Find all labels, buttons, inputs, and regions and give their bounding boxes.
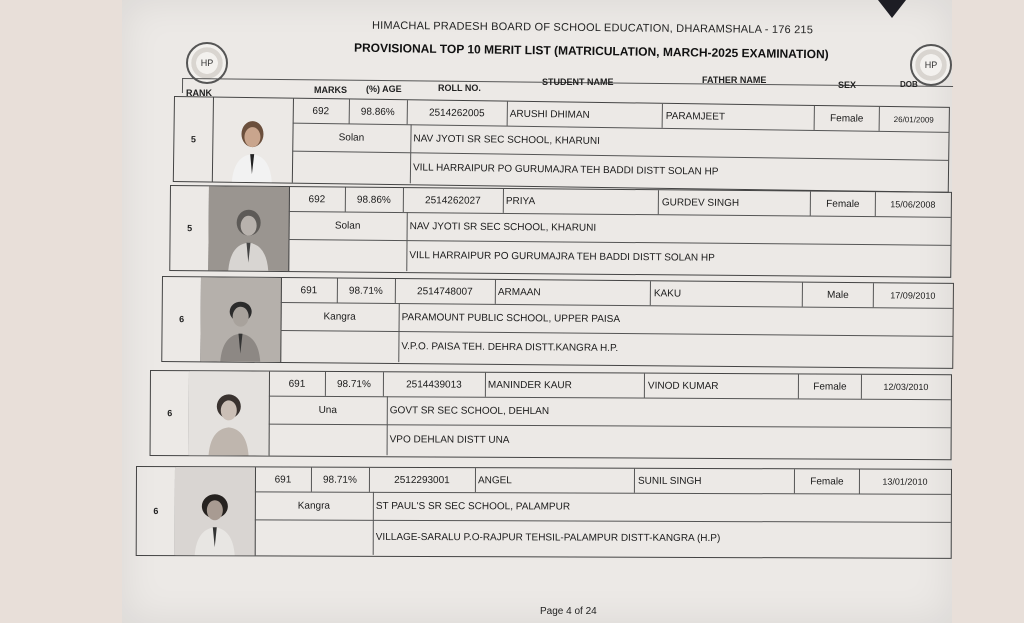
student-photo [189, 371, 270, 455]
student-name-cell: MANINDER KAUR [485, 373, 645, 398]
rank-cell: 6 [162, 277, 202, 361]
father-name-cell: SUNIL SINGH [635, 469, 795, 494]
roll-cell: 2512293001 [369, 468, 476, 492]
district-cell: Kangra [281, 302, 400, 331]
student-name-cell: ANGEL [475, 468, 635, 493]
student-photo [200, 277, 282, 362]
sex-cell: Male [803, 283, 874, 308]
student-portrait-icon [226, 206, 271, 270]
dob-cell: 26/01/2009 [893, 114, 934, 125]
school-cell: ST PAUL'S SR SEC SCHOOL, PALAMPUR [375, 500, 571, 513]
school-cell: PARAMOUNT PUBLIC SCHOOL, UPPER PAISA [401, 311, 621, 325]
col-sex: SEX [838, 80, 857, 90]
district-cell: Solan [292, 123, 411, 153]
dob-cell: 17/09/2010 [890, 290, 936, 301]
sex-cell: Female [799, 374, 862, 398]
col-age: (%) AGE [366, 84, 402, 94]
student-photo [212, 98, 294, 183]
roll-cell: 2514262005 [407, 100, 508, 125]
percent-cell: 98.71% [337, 279, 396, 304]
student-portrait-icon [218, 297, 263, 361]
father-name-cell: VINOD KUMAR [645, 374, 799, 399]
student-portrait-icon [207, 391, 251, 455]
col-dob: DOB [900, 80, 918, 89]
address-cell: VILL HARRAIPUR PO GURUMAJRA TEH BADDI DISTT SOLAN HP [409, 250, 715, 264]
roll-cell: 2514262027 [403, 188, 504, 213]
marks-cell: 692 [289, 187, 346, 211]
father-name-cell: KAKU [651, 281, 803, 306]
dob-cell: 13/01/2010 [882, 476, 928, 487]
student-photo [175, 467, 256, 555]
merit-record [150, 370, 952, 460]
student-name-cell: ARUSHI DHIMAN [507, 102, 663, 128]
school-cell: GOVT SR SEC SCHOOL, DEHLAN [389, 404, 550, 417]
student-name-cell: PRIYA [503, 189, 659, 214]
rank-cell: 6 [137, 467, 176, 555]
marks-cell: 691 [269, 372, 326, 396]
marks-cell: 691 [281, 278, 338, 302]
address-cell: VILL HARRAIPUR PO GURUMAJRA TEH BADDI DISTT SOLAN HP [412, 162, 719, 178]
address-cell: VPO DEHLAN DISTT UNA [389, 434, 510, 446]
district-cell: Una [269, 396, 388, 425]
address-cell: V.P.O. PAISA TEH. DEHRA DISTT.KANGRA H.P. [401, 341, 619, 354]
dob-cell: 12/03/2010 [883, 381, 929, 393]
blank-cell [292, 151, 411, 184]
sex-cell: Female [795, 469, 860, 493]
address-cell: VILLAGE-SARALU P.O-RAJPUR TEHSIL-PALAMPUR DISTT-KANGRA (H.P) [375, 531, 721, 545]
student-name-cell: ARMAAN [495, 280, 651, 305]
merit-record [161, 276, 954, 369]
rank-cell: 5 [170, 186, 210, 270]
dob-cell: 15/06/2008 [890, 199, 936, 210]
father-name-cell: GURDEV SINGH [659, 190, 811, 215]
percent-cell: 98.86% [349, 99, 408, 124]
blank-cell [288, 239, 407, 271]
sex-cell: Female [815, 106, 880, 131]
student-portrait-icon [193, 491, 237, 555]
student-portrait-icon [230, 118, 275, 183]
background-object [878, 0, 906, 18]
student-photo [208, 186, 290, 271]
roll-cell: 2514439013 [383, 372, 486, 397]
col-rank: RANK [186, 88, 212, 98]
roll-cell: 2514748007 [395, 279, 496, 304]
school-cell: NAV JYOTI SR SEC SCHOOL, KHARUNI [413, 132, 601, 147]
col-student: STUDENT NAME [542, 77, 614, 87]
blank-cell [280, 330, 399, 362]
col-marks: MARKS [314, 85, 347, 95]
rank-cell: 5 [174, 97, 214, 182]
blank-cell [255, 519, 374, 554]
merit-record [169, 185, 952, 278]
col-father: FATHER NAME [702, 75, 767, 85]
page-number: Page 4 of 24 [540, 606, 597, 617]
board-seal-icon: HP [186, 42, 228, 84]
merit-record [173, 96, 950, 193]
col-roll: ROLL NO. [438, 83, 481, 93]
blank-cell [269, 424, 388, 456]
district-cell: Kangra [255, 491, 374, 519]
sex-cell: Female [811, 192, 876, 217]
rank-cell: 6 [151, 371, 190, 455]
district-cell: Solan [289, 211, 408, 240]
board-name: HIMACHAL PRADESH BOARD OF SCHOOL EDUCATION, DHARAMSHALA - 176 215 [371, 19, 814, 37]
percent-cell: 98.86% [345, 188, 404, 213]
percent-cell: 98.71% [311, 468, 370, 492]
father-name-cell: PARAMJEET [663, 104, 815, 130]
board-seal-icon: HP [910, 44, 952, 86]
percent-cell: 98.71% [325, 372, 384, 396]
marks-cell: 691 [255, 467, 312, 491]
merit-record [136, 466, 952, 559]
school-cell: NAV JYOTI SR SEC SCHOOL, KHARUNI [409, 220, 597, 234]
page-title: PROVISIONAL TOP 10 MERIT LIST (MATRICULATION, MARCH-2025 EXAMINATION) [353, 40, 829, 62]
marks-cell: 692 [293, 99, 350, 124]
